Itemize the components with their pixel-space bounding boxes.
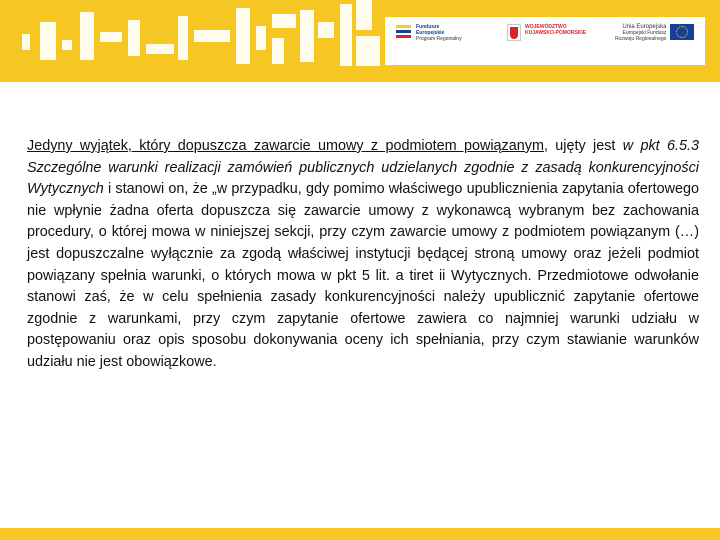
region-crest-icon	[507, 24, 521, 41]
underlined-phrase: Jedyny wyjątek, który dopuszcza zawarcie umowy z podmiotem powiązanym	[27, 138, 544, 154]
fe-logo-icon	[395, 24, 412, 41]
decor-block	[236, 8, 250, 64]
eu-flag-icon	[670, 24, 694, 40]
text-run: , ujęty jest	[543, 138, 623, 154]
logo-eu-line: Unia Europejska	[622, 24, 667, 30]
logo-fe-line: Fundusze	[416, 24, 440, 30]
logo-region-line: KUJAWSKO-POMORSKIE	[525, 30, 587, 36]
logo-eu-line: Europejski Fundusz	[622, 30, 667, 36]
text-run: i stanowi on, że „w przypadku, gdy pomimo właściwego upublicznienia zapytania ofertowego nie wpłynie żadna oferta dopuszcza się zawarcie umowy z wykonawcą wybranym bez zachowania procedury, o której mowa w niniejszej sekcji, przy czym zawarcie umowy z podmiotem powiązanym (…) jest dopuszczalne wyłącznie za zgodą właściwej instytucji będącej stroną umowy oraz jeżeli podmiot powiązany spełnia warunki, o których mowa w pkt 5 lit. a tiret ii Wytycznych. Przedmiotowe odwołanie stanowi zaś, że w celu spełnienia zasady konkurencyjności należy upublicznić zapytanie ofertowe zgodnie z warunkami, przy czym zapytanie ofertowe zawiera co najmniej warunki udziału w postępowaniu oraz opis sposobu dokonywania oceny ich spełniania, przy czym stawianie warunków udziału nie jest obowiązkowe.	[27, 181, 699, 370]
decor-block	[40, 22, 56, 60]
logo-kujawsko-pomorskie	[507, 24, 586, 41]
decor-block	[356, 36, 380, 66]
logo-strip	[385, 17, 705, 65]
main-paragraph	[27, 136, 699, 374]
decor-block	[100, 32, 122, 42]
decor-block	[128, 20, 140, 56]
decor-block	[356, 0, 372, 30]
logo-fe-line: Europejskie	[416, 30, 445, 36]
decor-block	[178, 16, 188, 60]
logo-fe-line: Program Regionalny	[416, 36, 462, 42]
decor-block	[340, 4, 352, 66]
decor-block	[272, 38, 284, 64]
decor-block	[146, 44, 174, 54]
logo-eu-line: Rozwoju Regionalnego	[615, 36, 667, 42]
logo-unia-europejska	[615, 24, 694, 42]
logo-fundusze-europejskie	[395, 24, 462, 42]
decor-block	[272, 14, 296, 28]
italic-reference: w pkt 6.5.3 Szczególne warunki realizacji zamówień publicznych udzielanych zgodnie z zasadą konkurencyjności Wytycznych	[27, 138, 700, 198]
decor-block	[22, 34, 30, 50]
decor-block	[256, 26, 266, 50]
header-banner	[0, 0, 720, 82]
decor-block	[80, 12, 94, 60]
decor-block	[194, 30, 230, 42]
decor-block	[300, 10, 314, 62]
decor-block	[318, 22, 334, 38]
logo-region-line: WOJEWÓDZTWO	[525, 24, 567, 30]
decor-block	[62, 40, 72, 50]
footer-bar	[0, 528, 720, 540]
